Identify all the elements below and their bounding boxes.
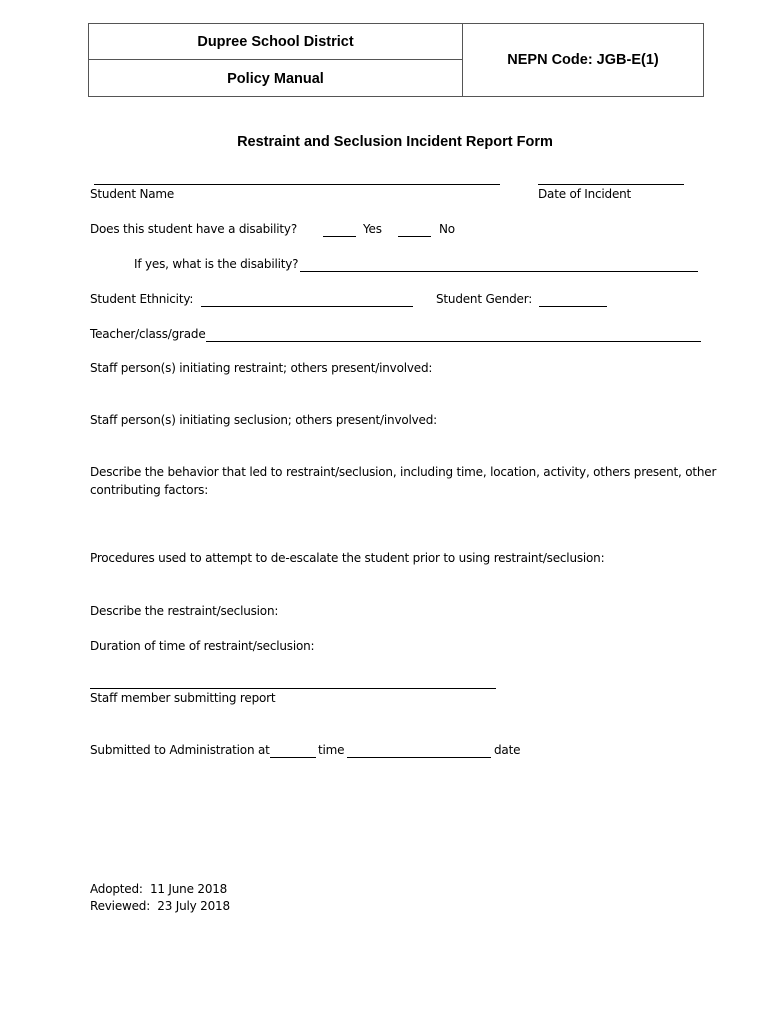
time-label: time (318, 743, 345, 757)
form-title: Restraint and Seclusion Incident Report Form (237, 134, 553, 150)
behavior-label-line2: contributing factors: (90, 483, 209, 497)
yes-label: Yes (363, 222, 382, 236)
date-of-incident-label: Date of Incident (538, 187, 632, 201)
reviewed-date: Reviewed: 23 July 2018 (90, 899, 230, 913)
ethnicity-label: Student Ethnicity: (90, 292, 194, 306)
header-left-column (89, 24, 463, 96)
gender-label: Student Gender: (436, 292, 533, 306)
submitted-date-field[interactable] (347, 757, 491, 758)
disability-type-field[interactable] (300, 271, 698, 272)
staff-submitting-field[interactable] (90, 688, 496, 689)
describe-label: Describe the restraint/seclusion: (90, 604, 279, 618)
nepn-code: NEPN Code: JGB-E(1) (507, 52, 659, 68)
disability-question: Does this student have a disability? (90, 222, 298, 236)
staff-submitting-label: Staff member submitting report (90, 691, 276, 705)
duration-label: Duration of time of restraint/seclusion: (90, 639, 315, 653)
ethnicity-field[interactable] (201, 306, 413, 307)
teacher-field[interactable] (206, 341, 701, 342)
student-name-field[interactable] (94, 184, 500, 185)
student-name-label: Student Name (90, 187, 175, 201)
district-name: Dupree School District (89, 24, 462, 60)
date-label: date (494, 743, 521, 757)
behavior-label-line1: Describe the behavior that led to restraint/seclusion, including time, location, activity, others present, other (90, 465, 717, 479)
submitted-time-field[interactable] (270, 757, 316, 758)
date-of-incident-field[interactable] (538, 184, 684, 185)
teacher-label: Teacher/class/grade (90, 327, 206, 341)
procedures-label: Procedures used to attempt to de-escalate the student prior to using restraint/seclusion: (90, 551, 605, 565)
submitted-prefix-label: Submitted to Administration at (90, 743, 270, 757)
policy-manual-label: Policy Manual (227, 71, 324, 87)
adopted-date: Adopted: 11 June 2018 (90, 882, 228, 896)
disability-yes-field[interactable] (323, 236, 356, 237)
disability-followup-label: If yes, what is the disability? (134, 257, 299, 271)
no-label: No (439, 222, 455, 236)
header-table (88, 23, 704, 97)
disability-no-field[interactable] (398, 236, 431, 237)
gender-field[interactable] (539, 306, 607, 307)
staff-restraint-label: Staff person(s) initiating restraint; others present/involved: (90, 361, 433, 375)
staff-seclusion-label: Staff person(s) initiating seclusion; others present/involved: (90, 413, 437, 427)
